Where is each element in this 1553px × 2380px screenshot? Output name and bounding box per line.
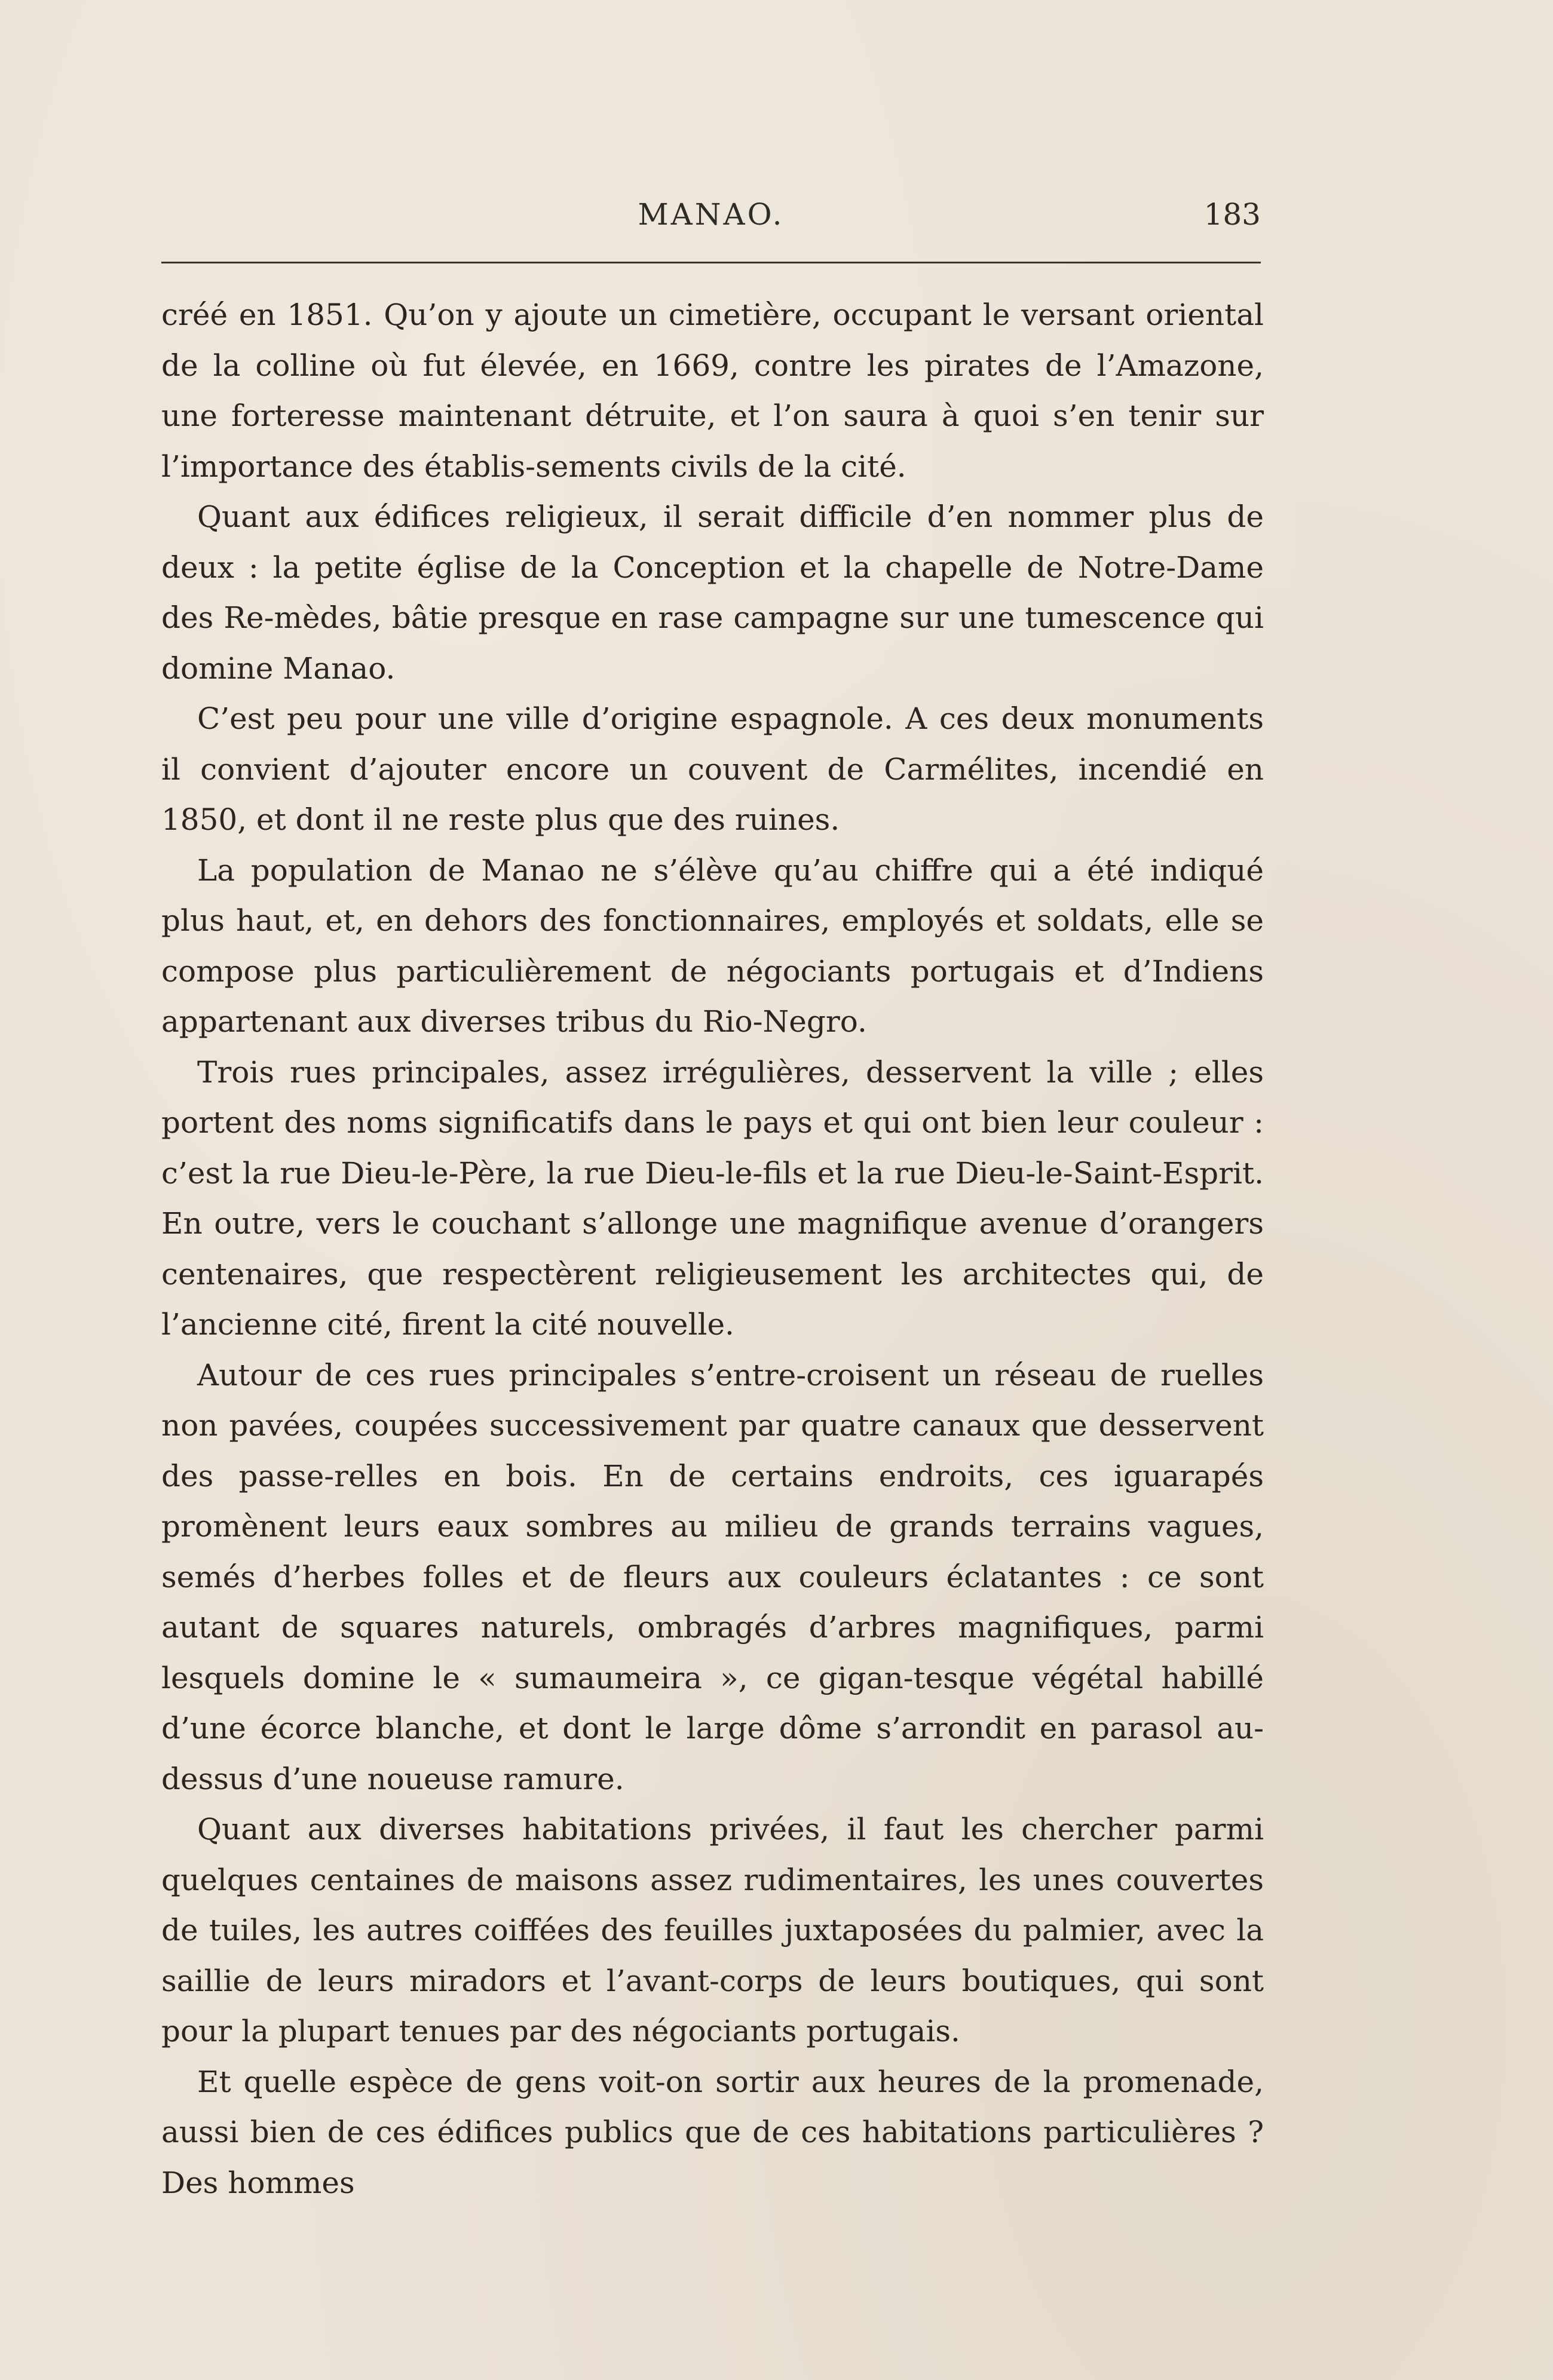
paragraph-1: créé en 1851. Qu’on y ajoute un cimetière, occupant le versant oriental de la colline où fut élevée, en 1669, contre les pirates de l’Amazone, une forteresse maintenant détruite, et l’on saura à quoi s’en tenir sur l’importance des établis-sements civils de la cité.	[161, 298, 1264, 484]
page-number: 183	[1203, 197, 1261, 232]
paragraph-2: Quant aux édifices religieux, il serait difficile d’en nommer plus de deux : la petite église de la Conception et la chapelle de Notre-Dame des Re-mèdes, bâtie presque en rase campagne sur une tumescence qui domine Manao.	[161, 499, 1264, 686]
paragraph-6: Autour de ces rues principales s’entre-croisent un réseau de ruelles non pavées, coupées successivement par quatre canaux que desservent des passe-relles en bois. En de certains endroits, ces iguarapés promènent leurs eaux sombres au milieu de grands terrains vagues, semés d’herbes folles et de fleurs aux couleurs éclatantes : ce sont autant de squares naturels, ombragés d’arbres magnifiques, parmi lesquels domine le « sumaumeira », ce gigan-tesque végétal habillé d’une écorce blanche, et dont le large dôme s’arrondit en parasol au-dessus d’une noueuse ramure.	[161, 1357, 1264, 1796]
paragraph-7: Quant aux diverses habitations privées, il faut les chercher parmi quelques centaines de maisons assez rudimentaires, les unes couvertes de tuiles, les autres coiffées des feuilles juxtaposées du palmier, avec la saillie de leurs miradors et l’avant-corps de leurs boutiques, qui sont pour la plupart tenues par des négociants portugais.	[161, 1812, 1264, 2048]
header-rule	[161, 262, 1261, 263]
running-title: MANAO.	[638, 197, 785, 232]
paragraph-8: Et quelle espèce de gens voit-on sortir aux heures de la promenade, aussi bien de ces édifices publics que de ces habitations particulières ? Des hommes	[161, 2064, 1264, 2200]
body-text	[161, 290, 1264, 2208]
paragraph-5: Trois rues principales, assez irrégulières, desservent la ville ; elles portent des noms significatifs dans le pays et qui ont bien leur couleur : c’est la rue Dieu-le-Père, la rue Dieu-le-fils et la rue Dieu-le-Saint-Esprit. En outre, vers le couchant s’allonge une magnifique avenue d’orangers centenaires, que respectèrent religieusement les architectes qui, de l’ancienne cité, firent la cité nouvelle.	[161, 1054, 1264, 1342]
paragraph-3: C’est peu pour une ville d’origine espagnole. A ces deux monuments il convient d’ajouter encore un couvent de Carmélites, incendié en 1850, et dont il ne reste plus que des ruines.	[161, 701, 1264, 837]
page-header	[161, 197, 1261, 245]
paragraph-4: La population de Manao ne s’élève qu’au chiffre qui a été indiqué plus haut, et, en dehors des fonctionnaires, employés et soldats, elle se compose plus particulièrement de négociants portugais et d’Indiens appartenant aux diverses tribus du Rio-Negro.	[161, 852, 1264, 1039]
